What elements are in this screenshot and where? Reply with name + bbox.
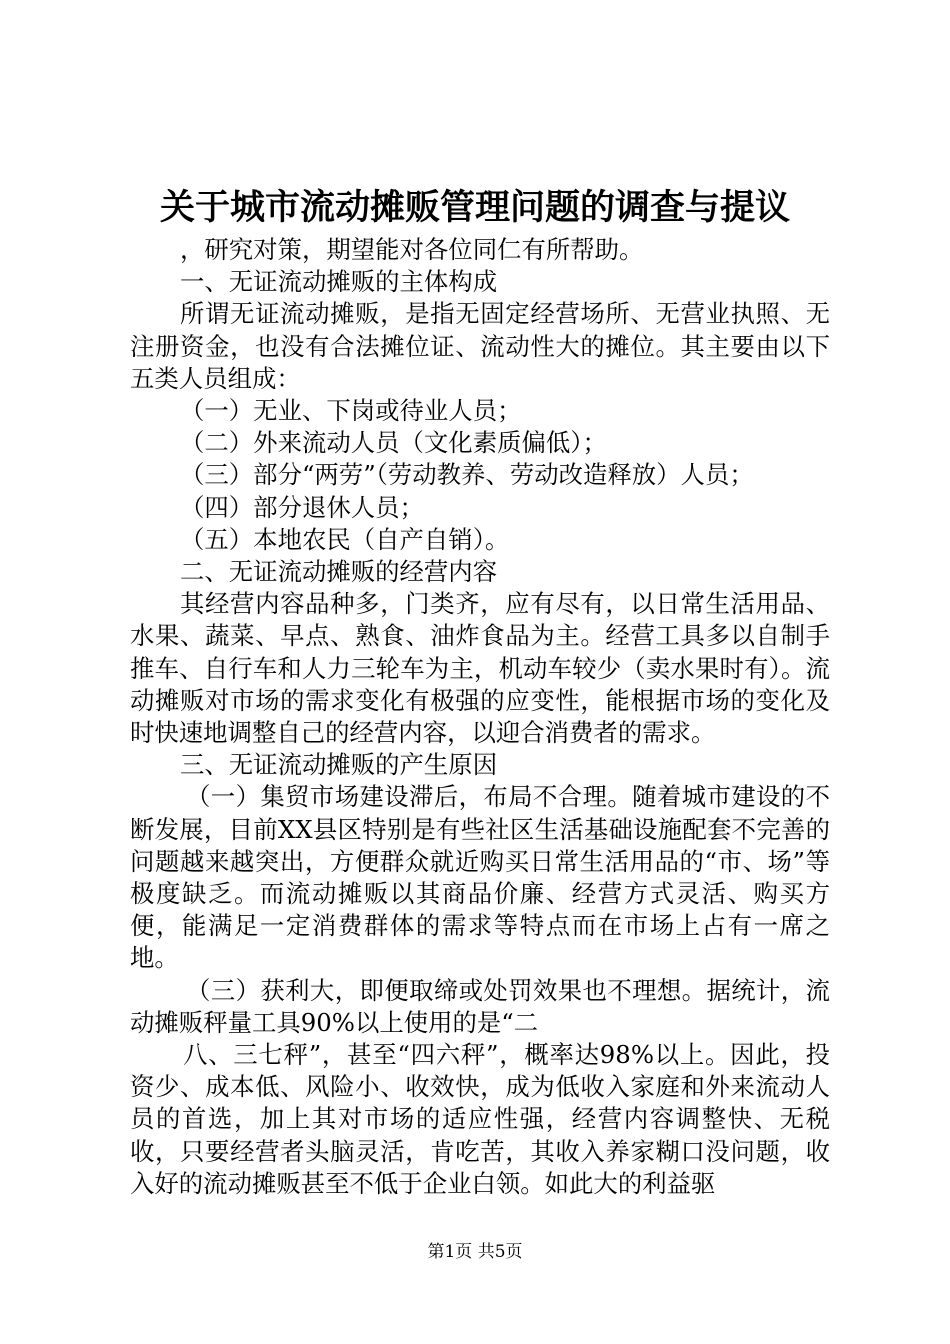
document-title: 关于城市流动摊贩管理问题的调查与提议 (159, 187, 790, 228)
list-item-5: （五）本地农民（自产自销）。 (180, 524, 510, 554)
list-item-4: （四）部分退休人员； (180, 492, 424, 522)
paragraph-cause-1: （一）集贸市场建设滞后，布局不合理。随着城市建设的不断发展，目前XX县区特别是有些社区生活基础设施配套不完善的问题越来越突出，方便群众就近购买日常生活用品的“市、场”等极度缺乏。而流动摊贩以其商品价廉、经营方式灵活、购买方便，能满足一定消费群体的需求等特点而在市场上占有一席之地。 (130, 782, 830, 973)
paragraph-definition: 所谓无证流动摊贩，是指无固定经营场所、无营业执照、无注册资金，也没有合法摊位证、流动性大的摊位。其主要由以下五类人员组成： (130, 299, 830, 393)
page-footer: 第1页 共5页 (427, 1242, 523, 1262)
paragraph-business-content: 其经营内容品种多，门类齐，应有尽有，以日常生活用品、水果、蔬菜、早点、熟食、油炸食品为主。经营工具多以自制手推车、自行车和人力三轮车为主，机动车较少（卖水果时有）。流动摊贩对市场的需求变化有极强的应变性，能根据市场的变化及时快速地调整自己的经营内容，以迎合消费者的需求。 (130, 589, 830, 748)
heading-section-2: 二、无证流动摊贩的经营内容 (180, 557, 498, 587)
paragraph-cause-3-continued: 八、三七秤”，甚至“四六秤”，概率达98%以上。因此，投资少、成本低、风险小、收效快，成为低收入家庭和外来流动人员的首选，加上其对市场的适应性强，经营内容调整快、无税收，只要经营者头脑灵活，肯吃苦，其收入养家糊口没问题，收入好的流动摊贩甚至不低于企业白领。如此大的利益驱 (130, 1040, 830, 1198)
heading-section-1: 一、无证流动摊贩的主体构成 (180, 267, 498, 297)
heading-section-3: 三、无证流动摊贩的产生原因 (180, 750, 498, 780)
list-item-2: （二）外来流动人员（文化素质偏低）； (180, 428, 607, 458)
paragraph-intro: ，研究对策，期望能对各位同仁有所帮助。 (180, 235, 644, 264)
document-body (130, 234, 830, 1200)
list-item-1: （一）无业、下岗或待业人员； (180, 396, 522, 426)
list-item-3: （三）部分“两劳”（劳动教养、劳动改造释放）人员； (180, 460, 754, 490)
paragraph-cause-3: （三）获利大，即便取缔或处罚效果也不理想。据统计，流动摊贩秤量工具90%以上使用的是“二 (130, 975, 830, 1037)
